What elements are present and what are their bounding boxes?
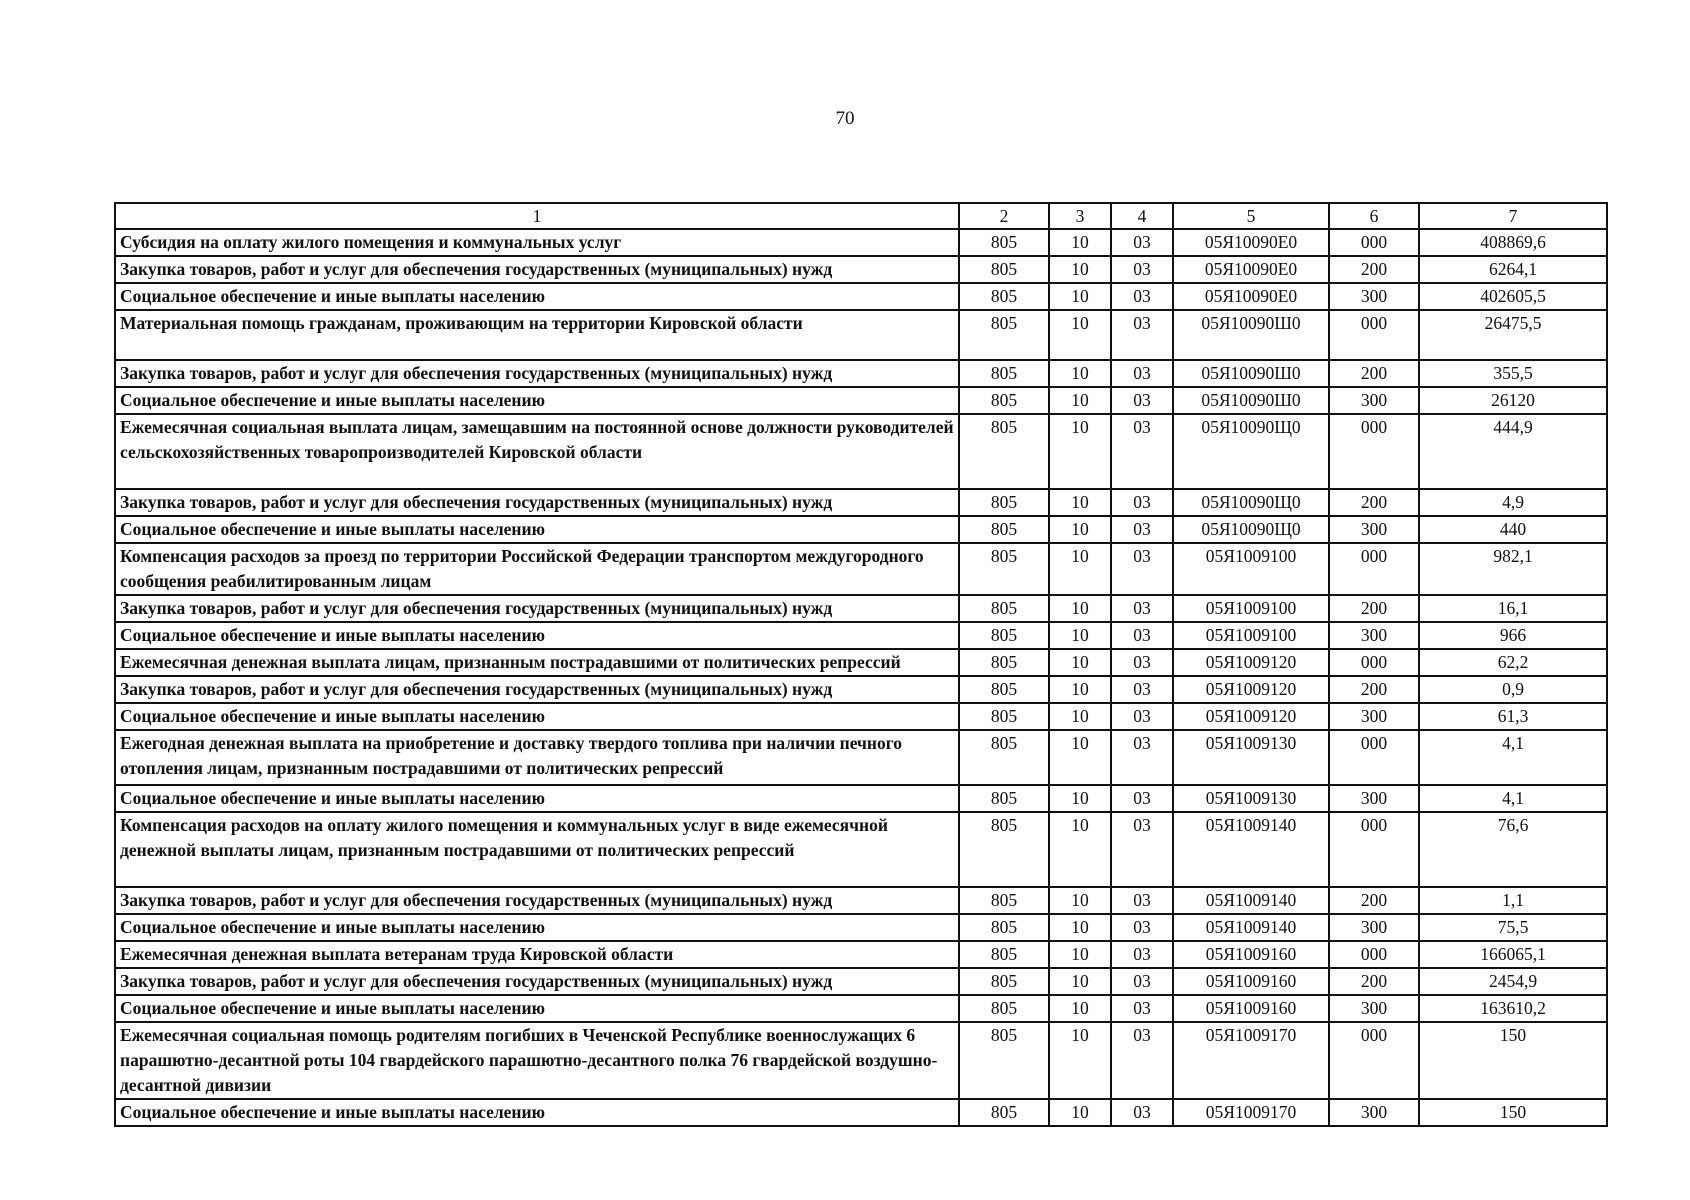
section-cell: 10 bbox=[1049, 256, 1111, 283]
target-article-cell: 05Я1009120 bbox=[1173, 649, 1329, 676]
row-name-cell: Закупка товаров, работ и услуг для обеспечения государственных (муниципальных) нужд bbox=[115, 489, 959, 516]
section-cell: 10 bbox=[1049, 543, 1111, 595]
amount-cell: 4,1 bbox=[1419, 785, 1607, 812]
row-name-cell: Закупка товаров, работ и услуг для обеспечения государственных (муниципальных) нужд bbox=[115, 256, 959, 283]
expense-type-cell: 000 bbox=[1329, 730, 1419, 785]
row-name-cell: Ежемесячная денежная выплата лицам, признанным пострадавшими от политических репрессий bbox=[115, 649, 959, 676]
subsection-cell: 03 bbox=[1111, 387, 1173, 414]
row-name-cell: Компенсация расходов за проезд по территории Российской Федерации транспортом междугородного сообщения реабилитированным лицам bbox=[115, 543, 959, 595]
expense-type-cell: 200 bbox=[1329, 489, 1419, 516]
section-cell: 10 bbox=[1049, 622, 1111, 649]
row-name-cell: Ежемесячная денежная выплата ветеранам труда Кировской области bbox=[115, 941, 959, 968]
amount-cell: 26120 bbox=[1419, 387, 1607, 414]
table-row bbox=[115, 914, 1607, 941]
admin-code-cell: 805 bbox=[959, 995, 1049, 1022]
section-cell: 10 bbox=[1049, 283, 1111, 310]
subsection-cell: 03 bbox=[1111, 489, 1173, 516]
amount-cell: 355,5 bbox=[1419, 360, 1607, 387]
target-article-cell: 05Я1009170 bbox=[1173, 1022, 1329, 1099]
amount-cell: 26475,5 bbox=[1419, 310, 1607, 360]
table-row bbox=[115, 785, 1607, 812]
expense-type-cell: 000 bbox=[1329, 229, 1419, 256]
amount-cell: 61,3 bbox=[1419, 703, 1607, 730]
row-name-cell: Социальное обеспечение и иные выплаты населению bbox=[115, 516, 959, 543]
subsection-cell: 03 bbox=[1111, 887, 1173, 914]
target-article-cell: 05Я10090Щ0 bbox=[1173, 516, 1329, 543]
table-row bbox=[115, 387, 1607, 414]
target-article-cell: 05Я1009130 bbox=[1173, 785, 1329, 812]
expense-type-cell: 300 bbox=[1329, 387, 1419, 414]
table-row bbox=[115, 676, 1607, 703]
amount-cell: 166065,1 bbox=[1419, 941, 1607, 968]
expense-type-cell: 200 bbox=[1329, 595, 1419, 622]
table-row bbox=[115, 414, 1607, 489]
subsection-cell: 03 bbox=[1111, 622, 1173, 649]
table-row bbox=[115, 1099, 1607, 1126]
row-name-cell: Закупка товаров, работ и услуг для обеспечения государственных (муниципальных) нужд bbox=[115, 595, 959, 622]
column-header: 2 bbox=[959, 203, 1049, 229]
amount-cell: 4,1 bbox=[1419, 730, 1607, 785]
subsection-cell: 03 bbox=[1111, 283, 1173, 310]
subsection-cell: 03 bbox=[1111, 1022, 1173, 1099]
amount-cell: 1,1 bbox=[1419, 887, 1607, 914]
section-cell: 10 bbox=[1049, 310, 1111, 360]
admin-code-cell: 805 bbox=[959, 1099, 1049, 1126]
target-article-cell: 05Я1009140 bbox=[1173, 812, 1329, 887]
section-cell: 10 bbox=[1049, 812, 1111, 887]
table-row bbox=[115, 229, 1607, 256]
amount-cell: 402605,5 bbox=[1419, 283, 1607, 310]
table-row bbox=[115, 703, 1607, 730]
target-article-cell: 05Я1009140 bbox=[1173, 914, 1329, 941]
section-cell: 10 bbox=[1049, 516, 1111, 543]
section-cell: 10 bbox=[1049, 489, 1111, 516]
amount-cell: 150 bbox=[1419, 1099, 1607, 1126]
column-header: 7 bbox=[1419, 203, 1607, 229]
target-article-cell: 05Я1009120 bbox=[1173, 676, 1329, 703]
expense-type-cell: 300 bbox=[1329, 283, 1419, 310]
row-name-cell: Социальное обеспечение и иные выплаты населению bbox=[115, 387, 959, 414]
subsection-cell: 03 bbox=[1111, 543, 1173, 595]
row-name-cell: Закупка товаров, работ и услуг для обеспечения государственных (муниципальных) нужд bbox=[115, 968, 959, 995]
row-name-cell: Социальное обеспечение и иные выплаты населению bbox=[115, 914, 959, 941]
section-cell: 10 bbox=[1049, 387, 1111, 414]
target-article-cell: 05Я1009160 bbox=[1173, 995, 1329, 1022]
admin-code-cell: 805 bbox=[959, 785, 1049, 812]
target-article-cell: 05Я1009160 bbox=[1173, 941, 1329, 968]
expense-type-cell: 000 bbox=[1329, 941, 1419, 968]
admin-code-cell: 805 bbox=[959, 914, 1049, 941]
target-article-cell: 05Я10090Ш0 bbox=[1173, 360, 1329, 387]
table-row bbox=[115, 310, 1607, 360]
expense-type-cell: 200 bbox=[1329, 887, 1419, 914]
admin-code-cell: 805 bbox=[959, 703, 1049, 730]
column-header: 5 bbox=[1173, 203, 1329, 229]
expense-type-cell: 000 bbox=[1329, 649, 1419, 676]
table-row bbox=[115, 968, 1607, 995]
expense-type-cell: 300 bbox=[1329, 995, 1419, 1022]
expense-type-cell: 300 bbox=[1329, 1099, 1419, 1126]
table-row bbox=[115, 887, 1607, 914]
section-cell: 10 bbox=[1049, 595, 1111, 622]
expense-type-cell: 300 bbox=[1329, 785, 1419, 812]
subsection-cell: 03 bbox=[1111, 414, 1173, 489]
column-header: 6 bbox=[1329, 203, 1419, 229]
section-cell: 10 bbox=[1049, 676, 1111, 703]
amount-cell: 163610,2 bbox=[1419, 995, 1607, 1022]
row-name-cell: Социальное обеспечение и иные выплаты населению bbox=[115, 995, 959, 1022]
admin-code-cell: 805 bbox=[959, 543, 1049, 595]
section-cell: 10 bbox=[1049, 914, 1111, 941]
target-article-cell: 05Я1009120 bbox=[1173, 703, 1329, 730]
admin-code-cell: 805 bbox=[959, 489, 1049, 516]
row-name-cell: Материальная помощь гражданам, проживающим на территории Кировской области bbox=[115, 310, 959, 360]
section-cell: 10 bbox=[1049, 887, 1111, 914]
amount-cell: 966 bbox=[1419, 622, 1607, 649]
subsection-cell: 03 bbox=[1111, 595, 1173, 622]
table-row bbox=[115, 595, 1607, 622]
admin-code-cell: 805 bbox=[959, 812, 1049, 887]
subsection-cell: 03 bbox=[1111, 256, 1173, 283]
section-cell: 10 bbox=[1049, 360, 1111, 387]
subsection-cell: 03 bbox=[1111, 995, 1173, 1022]
row-name-cell: Социальное обеспечение и иные выплаты населению bbox=[115, 703, 959, 730]
row-name-cell: Ежегодная денежная выплата на приобретение и доставку твердого топлива при наличии печного отопления лицам, признанным пострадавшими от политических репрессий bbox=[115, 730, 959, 785]
section-cell: 10 bbox=[1049, 995, 1111, 1022]
target-article-cell: 05Я1009170 bbox=[1173, 1099, 1329, 1126]
column-header: 1 bbox=[115, 203, 959, 229]
table-row bbox=[115, 360, 1607, 387]
expense-type-cell: 200 bbox=[1329, 256, 1419, 283]
amount-cell: 16,1 bbox=[1419, 595, 1607, 622]
amount-cell: 440 bbox=[1419, 516, 1607, 543]
subsection-cell: 03 bbox=[1111, 310, 1173, 360]
amount-cell: 4,9 bbox=[1419, 489, 1607, 516]
expense-type-cell: 200 bbox=[1329, 360, 1419, 387]
column-header: 3 bbox=[1049, 203, 1111, 229]
row-name-cell: Социальное обеспечение и иные выплаты населению bbox=[115, 785, 959, 812]
target-article-cell: 05Я10090Щ0 bbox=[1173, 489, 1329, 516]
section-cell: 10 bbox=[1049, 730, 1111, 785]
subsection-cell: 03 bbox=[1111, 649, 1173, 676]
target-article-cell: 05Я10090Е0 bbox=[1173, 256, 1329, 283]
section-cell: 10 bbox=[1049, 703, 1111, 730]
subsection-cell: 03 bbox=[1111, 703, 1173, 730]
section-cell: 10 bbox=[1049, 941, 1111, 968]
row-name-cell: Закупка товаров, работ и услуг для обеспечения государственных (муниципальных) нужд bbox=[115, 887, 959, 914]
target-article-cell: 05Я10090Ш0 bbox=[1173, 387, 1329, 414]
table-row bbox=[115, 256, 1607, 283]
table-row bbox=[115, 283, 1607, 310]
subsection-cell: 03 bbox=[1111, 676, 1173, 703]
row-name-cell: Ежемесячная социальная выплата лицам, замещавшим на постоянной основе должности руководителей сельскохозяйственных товаропроизводителей Кировской области bbox=[115, 414, 959, 489]
row-name-cell: Социальное обеспечение и иные выплаты населению bbox=[115, 622, 959, 649]
row-name-cell: Закупка товаров, работ и услуг для обеспечения государственных (муниципальных) нужд bbox=[115, 360, 959, 387]
amount-cell: 0,9 bbox=[1419, 676, 1607, 703]
amount-cell: 6264,1 bbox=[1419, 256, 1607, 283]
table-body bbox=[115, 229, 1607, 1126]
section-cell: 10 bbox=[1049, 968, 1111, 995]
admin-code-cell: 805 bbox=[959, 283, 1049, 310]
subsection-cell: 03 bbox=[1111, 360, 1173, 387]
section-cell: 10 bbox=[1049, 414, 1111, 489]
subsection-cell: 03 bbox=[1111, 229, 1173, 256]
amount-cell: 408869,6 bbox=[1419, 229, 1607, 256]
expense-type-cell: 000 bbox=[1329, 414, 1419, 489]
target-article-cell: 05Я1009160 bbox=[1173, 968, 1329, 995]
subsection-cell: 03 bbox=[1111, 785, 1173, 812]
subsection-cell: 03 bbox=[1111, 941, 1173, 968]
expense-type-cell: 300 bbox=[1329, 703, 1419, 730]
amount-cell: 982,1 bbox=[1419, 543, 1607, 595]
expense-type-cell: 200 bbox=[1329, 676, 1419, 703]
table-row bbox=[115, 730, 1607, 785]
expense-type-cell: 000 bbox=[1329, 310, 1419, 360]
row-name-cell: Закупка товаров, работ и услуг для обеспечения государственных (муниципальных) нужд bbox=[115, 676, 959, 703]
amount-cell: 150 bbox=[1419, 1022, 1607, 1099]
admin-code-cell: 805 bbox=[959, 887, 1049, 914]
admin-code-cell: 805 bbox=[959, 310, 1049, 360]
expense-type-cell: 300 bbox=[1329, 622, 1419, 649]
section-cell: 10 bbox=[1049, 649, 1111, 676]
expense-type-cell: 000 bbox=[1329, 543, 1419, 595]
admin-code-cell: 805 bbox=[959, 256, 1049, 283]
target-article-cell: 05Я10090Е0 bbox=[1173, 283, 1329, 310]
subsection-cell: 03 bbox=[1111, 914, 1173, 941]
admin-code-cell: 805 bbox=[959, 941, 1049, 968]
expense-type-cell: 300 bbox=[1329, 516, 1419, 543]
row-name-cell: Ежемесячная социальная помощь родителям погибших в Чеченской Республике военнослужащих 6 парашютно-десантной роты 104 гвардейского парашютно-десантного полка 76 гвардейской воздушно-десантной дивизии bbox=[115, 1022, 959, 1099]
table-row bbox=[115, 489, 1607, 516]
admin-code-cell: 805 bbox=[959, 229, 1049, 256]
target-article-cell: 05Я1009100 bbox=[1173, 543, 1329, 595]
admin-code-cell: 805 bbox=[959, 516, 1049, 543]
expense-type-cell: 000 bbox=[1329, 812, 1419, 887]
amount-cell: 75,5 bbox=[1419, 914, 1607, 941]
expense-type-cell: 000 bbox=[1329, 1022, 1419, 1099]
subsection-cell: 03 bbox=[1111, 1099, 1173, 1126]
expense-type-cell: 200 bbox=[1329, 968, 1419, 995]
target-article-cell: 05Я10090Е0 bbox=[1173, 229, 1329, 256]
table-row bbox=[115, 649, 1607, 676]
column-header: 4 bbox=[1111, 203, 1173, 229]
admin-code-cell: 805 bbox=[959, 649, 1049, 676]
section-cell: 10 bbox=[1049, 1022, 1111, 1099]
row-name-cell: Социальное обеспечение и иные выплаты населению bbox=[115, 1099, 959, 1126]
target-article-cell: 05Я1009130 bbox=[1173, 730, 1329, 785]
budget-table bbox=[114, 202, 1608, 1127]
section-cell: 10 bbox=[1049, 229, 1111, 256]
page-number: 70 bbox=[835, 108, 855, 129]
table-header-row bbox=[115, 203, 1607, 229]
admin-code-cell: 805 bbox=[959, 387, 1049, 414]
section-cell: 10 bbox=[1049, 785, 1111, 812]
subsection-cell: 03 bbox=[1111, 812, 1173, 887]
subsection-cell: 03 bbox=[1111, 730, 1173, 785]
target-article-cell: 05Я10090Ш0 bbox=[1173, 310, 1329, 360]
amount-cell: 62,2 bbox=[1419, 649, 1607, 676]
admin-code-cell: 805 bbox=[959, 595, 1049, 622]
target-article-cell: 05Я10090Щ0 bbox=[1173, 414, 1329, 489]
table-row bbox=[115, 1022, 1607, 1099]
expense-type-cell: 300 bbox=[1329, 914, 1419, 941]
amount-cell: 76,6 bbox=[1419, 812, 1607, 887]
table-row bbox=[115, 941, 1607, 968]
amount-cell: 2454,9 bbox=[1419, 968, 1607, 995]
table-row bbox=[115, 995, 1607, 1022]
table-row bbox=[115, 622, 1607, 649]
section-cell: 10 bbox=[1049, 1099, 1111, 1126]
row-name-cell: Субсидия на оплату жилого помещения и коммунальных услуг bbox=[115, 229, 959, 256]
table-row bbox=[115, 812, 1607, 887]
table-row bbox=[115, 516, 1607, 543]
row-name-cell: Компенсация расходов на оплату жилого помещения и коммунальных услуг в виде ежемесячной денежной выплаты лицам, признанным пострадавшими от политических репрессий bbox=[115, 812, 959, 887]
subsection-cell: 03 bbox=[1111, 968, 1173, 995]
amount-cell: 444,9 bbox=[1419, 414, 1607, 489]
admin-code-cell: 805 bbox=[959, 1022, 1049, 1099]
admin-code-cell: 805 bbox=[959, 414, 1049, 489]
row-name-cell: Социальное обеспечение и иные выплаты населению bbox=[115, 283, 959, 310]
admin-code-cell: 805 bbox=[959, 360, 1049, 387]
target-article-cell: 05Я1009140 bbox=[1173, 887, 1329, 914]
table-row bbox=[115, 543, 1607, 595]
admin-code-cell: 805 bbox=[959, 622, 1049, 649]
admin-code-cell: 805 bbox=[959, 676, 1049, 703]
admin-code-cell: 805 bbox=[959, 730, 1049, 785]
target-article-cell: 05Я1009100 bbox=[1173, 595, 1329, 622]
admin-code-cell: 805 bbox=[959, 968, 1049, 995]
subsection-cell: 03 bbox=[1111, 516, 1173, 543]
target-article-cell: 05Я1009100 bbox=[1173, 622, 1329, 649]
